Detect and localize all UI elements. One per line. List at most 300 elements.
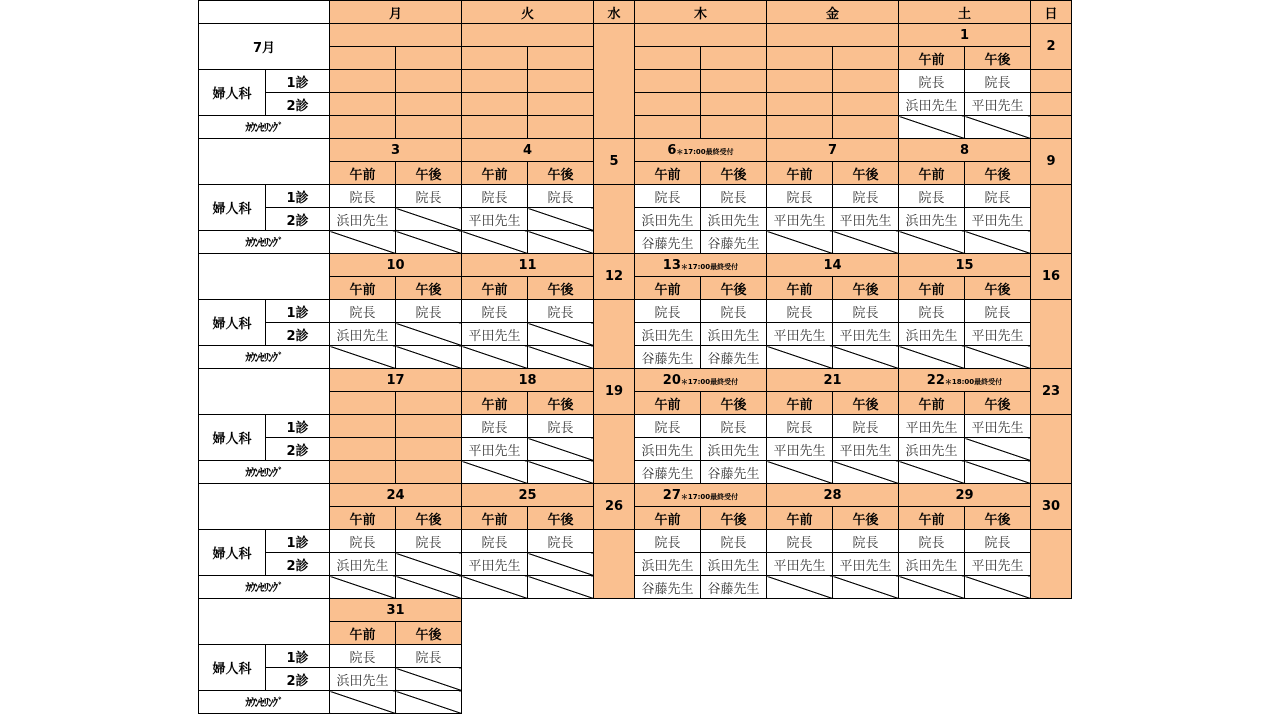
unavailable-cell — [330, 691, 396, 714]
doctor-cell: 院長 — [635, 185, 701, 208]
pm-label: 午後 — [965, 392, 1031, 415]
unavailable-cell — [528, 208, 594, 231]
clinic-label: 2診 — [266, 438, 330, 461]
empty-cell — [330, 392, 396, 415]
table-row — [199, 300, 1072, 323]
wed-column — [594, 300, 635, 369]
reception-note: ＊17:00最終受付 — [680, 492, 739, 501]
table-row — [199, 1, 1072, 24]
table-row — [199, 484, 1072, 507]
date-cell — [899, 254, 1031, 277]
am-label: 午前 — [330, 507, 396, 530]
unavailable-cell — [767, 461, 833, 484]
doctor-cell: 平田先生 — [965, 93, 1031, 116]
am-label: 午前 — [899, 392, 965, 415]
empty-cell — [396, 116, 462, 139]
pm-label: 午後 — [701, 392, 767, 415]
counseling-label: ｶｳﾝｾﾘﾝｸﾞ — [199, 576, 330, 599]
am-label: 午前 — [767, 507, 833, 530]
doctor-cell: 谷藤先生 — [701, 346, 767, 369]
doctor-cell: 院長 — [528, 185, 594, 208]
clinic-label: 2診 — [266, 668, 330, 691]
empty-cell — [767, 70, 833, 93]
wed-column — [594, 415, 635, 484]
table-row — [199, 323, 1072, 346]
doctor-cell: 院長 — [330, 185, 396, 208]
date-number: 11 — [518, 257, 537, 273]
clinic-label: 1診 — [266, 300, 330, 323]
empty-cell — [1031, 93, 1072, 116]
empty-cell — [330, 461, 396, 484]
doctor-cell: 院長 — [462, 300, 528, 323]
empty-cell — [462, 70, 528, 93]
pm-label: 午後 — [396, 507, 462, 530]
doctor-cell: 平田先生 — [767, 438, 833, 461]
unavailable-cell — [528, 553, 594, 576]
empty-label-cell — [199, 369, 330, 415]
doctor-cell: 院長 — [330, 530, 396, 553]
doctor-cell: 谷藤先生 — [635, 461, 701, 484]
date-cell — [899, 484, 1031, 507]
empty-cell — [635, 47, 701, 70]
doctor-cell: 浜田先生 — [635, 438, 701, 461]
date-cell — [767, 254, 899, 277]
day-sat-header: 土 — [899, 1, 1031, 24]
table-row — [199, 24, 1072, 47]
unavailable-cell — [462, 231, 528, 254]
empty-cell — [635, 116, 701, 139]
dept-label: 婦人科 — [199, 300, 266, 346]
empty-cell — [396, 93, 462, 116]
day-fri-header: 金 — [767, 1, 899, 24]
date-number: 18 — [518, 372, 537, 388]
empty-cell — [528, 47, 594, 70]
date-number: 21 — [823, 372, 842, 388]
empty-cell — [396, 392, 462, 415]
wed-date: 26 — [594, 484, 635, 530]
pm-label: 午後 — [396, 162, 462, 185]
am-label: 午前 — [635, 162, 701, 185]
empty-cell — [635, 70, 701, 93]
clinic-label: 2診 — [266, 208, 330, 231]
empty-cell — [833, 47, 899, 70]
date-number: 8 — [959, 142, 970, 158]
unavailable-cell — [833, 576, 899, 599]
dept-label: 婦人科 — [199, 415, 266, 461]
empty-label-cell — [199, 484, 330, 530]
pm-label: 午後 — [396, 622, 462, 645]
doctor-cell: 院長 — [899, 185, 965, 208]
date-number: 4 — [522, 142, 533, 158]
unavailable-cell — [396, 553, 462, 576]
unavailable-cell — [528, 346, 594, 369]
am-label: 午前 — [767, 392, 833, 415]
empty-cell — [462, 24, 594, 47]
doctor-cell: 院長 — [899, 530, 965, 553]
unavailable-cell — [767, 346, 833, 369]
sun-date: 16 — [1031, 254, 1072, 300]
unavailable-cell — [899, 346, 965, 369]
sun-column — [1031, 530, 1072, 599]
doctor-cell: 院長 — [899, 70, 965, 93]
doctor-cell: 院長 — [635, 300, 701, 323]
doctor-cell: 平田先生 — [965, 415, 1031, 438]
am-label: 午前 — [767, 162, 833, 185]
table-row — [199, 208, 1072, 231]
reception-note: ＊17:00最終受付 — [676, 147, 734, 156]
pm-label: 午後 — [701, 507, 767, 530]
pm-label: 午後 — [965, 47, 1031, 70]
doctor-cell: 院長 — [396, 185, 462, 208]
table-row — [199, 162, 1072, 185]
unavailable-cell — [330, 346, 396, 369]
table-row — [199, 507, 1072, 530]
doctor-cell: 院長 — [833, 185, 899, 208]
date-number: 25 — [518, 487, 537, 503]
sun-column — [1031, 415, 1072, 484]
empty-cell — [701, 93, 767, 116]
unavailable-cell — [330, 231, 396, 254]
doctor-cell: 平田先生 — [899, 415, 965, 438]
empty-cell — [330, 93, 396, 116]
date-number: 10 — [386, 257, 405, 273]
unavailable-cell — [767, 576, 833, 599]
am-label: 午前 — [462, 392, 528, 415]
date-cell — [899, 369, 1031, 392]
reception-note: ＊17:00最終受付 — [680, 377, 739, 386]
unavailable-cell — [330, 576, 396, 599]
empty-cell — [701, 47, 767, 70]
doctor-cell: 平田先生 — [965, 323, 1031, 346]
unavailable-cell — [528, 323, 594, 346]
empty-cell — [1031, 70, 1072, 93]
doctor-cell: 平田先生 — [833, 438, 899, 461]
pm-label: 午後 — [833, 277, 899, 300]
clinic-label: 1診 — [266, 530, 330, 553]
doctor-cell: 谷藤先生 — [701, 461, 767, 484]
doctor-cell: 平田先生 — [833, 208, 899, 231]
empty-cell — [767, 116, 833, 139]
date-cell — [462, 139, 594, 162]
am-label: 午前 — [330, 162, 396, 185]
date-cell — [767, 369, 899, 392]
date-cell — [899, 139, 1031, 162]
pm-label: 午後 — [833, 507, 899, 530]
counseling-label: ｶｳﾝｾﾘﾝｸﾞ — [199, 116, 330, 139]
doctor-cell: 院長 — [767, 185, 833, 208]
doctor-cell: 浜田先生 — [701, 438, 767, 461]
am-label: 午前 — [462, 162, 528, 185]
am-label: 午前 — [767, 277, 833, 300]
unavailable-cell — [833, 231, 899, 254]
unavailable-cell — [965, 438, 1031, 461]
date-number: 7 — [827, 142, 838, 158]
doctor-cell: 平田先生 — [833, 323, 899, 346]
doctor-cell: 院長 — [899, 300, 965, 323]
date-number: 29 — [955, 487, 974, 503]
unavailable-cell — [767, 231, 833, 254]
doctor-cell: 平田先生 — [462, 208, 528, 231]
am-label: 午前 — [330, 277, 396, 300]
table-row — [199, 553, 1072, 576]
doctor-cell: 院長 — [767, 415, 833, 438]
date-cell — [635, 484, 767, 507]
empty-cell — [330, 47, 396, 70]
unavailable-cell — [899, 231, 965, 254]
blank-area — [462, 599, 1072, 714]
unavailable-cell — [396, 576, 462, 599]
unavailable-cell — [528, 576, 594, 599]
sun-date: 2 — [1031, 24, 1072, 70]
empty-cell — [767, 47, 833, 70]
unavailable-cell — [396, 691, 462, 714]
clinic-label: 1診 — [266, 185, 330, 208]
empty-cell — [1031, 116, 1072, 139]
doctor-cell: 院長 — [965, 185, 1031, 208]
empty-cell — [635, 24, 767, 47]
doctor-cell: 院長 — [635, 415, 701, 438]
doctor-cell: 平田先生 — [767, 208, 833, 231]
sun-column — [1031, 185, 1072, 254]
date-number: 20 — [662, 372, 681, 388]
doctor-cell: 平田先生 — [462, 438, 528, 461]
empty-cell — [833, 70, 899, 93]
date-cell — [767, 139, 899, 162]
empty-cell — [635, 93, 701, 116]
doctor-cell: 浜田先生 — [701, 323, 767, 346]
table-row — [199, 415, 1072, 438]
empty-cell — [330, 438, 396, 461]
am-label: 午前 — [899, 162, 965, 185]
table-row — [199, 438, 1072, 461]
pm-label: 午後 — [528, 162, 594, 185]
date-cell — [330, 599, 462, 622]
doctor-cell: 院長 — [396, 645, 462, 668]
doctor-cell: 谷藤先生 — [635, 576, 701, 599]
pm-label: 午後 — [701, 277, 767, 300]
doctor-cell: 平田先生 — [767, 323, 833, 346]
unavailable-cell — [965, 116, 1031, 139]
am-label: 午前 — [635, 277, 701, 300]
date-cell — [330, 254, 462, 277]
clinic-label: 2診 — [266, 93, 330, 116]
date-number: 31 — [386, 602, 405, 618]
clinic-label: 2診 — [266, 323, 330, 346]
table-row — [199, 599, 1072, 622]
table-row — [199, 576, 1072, 599]
doctor-cell: 谷藤先生 — [635, 231, 701, 254]
pm-label: 午後 — [528, 507, 594, 530]
doctor-cell: 院長 — [767, 300, 833, 323]
unavailable-cell — [965, 231, 1031, 254]
table-row — [199, 461, 1072, 484]
clinic-label: 1診 — [266, 415, 330, 438]
table-row — [199, 530, 1072, 553]
empty-cell — [528, 70, 594, 93]
sun-date: 9 — [1031, 139, 1072, 185]
doctor-cell: 浜田先生 — [899, 438, 965, 461]
date-number: 13 — [662, 257, 681, 273]
clinic-label: 2診 — [266, 553, 330, 576]
pm-label: 午後 — [833, 392, 899, 415]
doctor-cell: 院長 — [701, 415, 767, 438]
date-cell — [462, 484, 594, 507]
table-row — [199, 346, 1072, 369]
empty-cell — [833, 93, 899, 116]
doctor-cell: 院長 — [833, 300, 899, 323]
day-sun-header: 日 — [1031, 1, 1072, 24]
table-row — [199, 93, 1072, 116]
doctor-cell: 平田先生 — [767, 553, 833, 576]
table-row — [199, 185, 1072, 208]
table-row — [199, 392, 1072, 415]
unavailable-cell — [833, 461, 899, 484]
doctor-cell: 平田先生 — [462, 553, 528, 576]
date-cell — [899, 24, 1031, 47]
doctor-cell: 院長 — [528, 300, 594, 323]
doctor-cell: 浜田先生 — [701, 553, 767, 576]
doctor-cell: 院長 — [462, 530, 528, 553]
pm-label: 午後 — [833, 162, 899, 185]
doctor-cell: 浜田先生 — [330, 668, 396, 691]
empty-cell — [330, 415, 396, 438]
sun-column — [1031, 300, 1072, 369]
doctor-cell: 浜田先生 — [330, 553, 396, 576]
doctor-cell: 院長 — [396, 300, 462, 323]
dept-label: 婦人科 — [199, 70, 266, 116]
date-number: 6 — [667, 142, 677, 158]
schedule-calendar — [198, 0, 1072, 714]
unavailable-cell — [833, 346, 899, 369]
am-label: 午前 — [635, 507, 701, 530]
doctor-cell: 院長 — [701, 530, 767, 553]
am-label: 午前 — [899, 277, 965, 300]
pm-label: 午後 — [965, 507, 1031, 530]
empty-cell — [462, 47, 528, 70]
day-tue-header: 火 — [462, 1, 594, 24]
empty-label-cell — [199, 599, 330, 645]
date-number: 14 — [823, 257, 842, 273]
unavailable-cell — [965, 576, 1031, 599]
date-cell — [330, 369, 462, 392]
doctor-cell: 院長 — [701, 185, 767, 208]
unavailable-cell — [899, 461, 965, 484]
doctor-cell: 院長 — [833, 415, 899, 438]
empty-label-cell — [199, 254, 330, 300]
counseling-label: ｶｳﾝｾﾘﾝｸﾞ — [199, 691, 330, 714]
date-number: 15 — [955, 257, 974, 273]
dept-label: 婦人科 — [199, 185, 266, 231]
table-row — [199, 369, 1072, 392]
empty-cell — [330, 116, 396, 139]
pm-label: 午後 — [701, 162, 767, 185]
schedule-table — [198, 0, 1072, 714]
doctor-cell: 浜田先生 — [330, 208, 396, 231]
wed-column — [594, 185, 635, 254]
am-label: 午前 — [899, 47, 965, 70]
empty-cell — [528, 93, 594, 116]
am-label: 午前 — [462, 277, 528, 300]
date-cell — [462, 254, 594, 277]
empty-cell — [462, 116, 528, 139]
table-row — [199, 70, 1072, 93]
am-label: 午前 — [330, 622, 396, 645]
month-label: 7月 — [199, 24, 330, 70]
am-label: 午前 — [462, 507, 528, 530]
doctor-cell: 院長 — [635, 530, 701, 553]
sun-date: 30 — [1031, 484, 1072, 530]
empty-cell — [833, 116, 899, 139]
unavailable-cell — [396, 208, 462, 231]
date-cell — [635, 139, 767, 162]
empty-cell — [396, 70, 462, 93]
doctor-cell: 院長 — [462, 185, 528, 208]
wed-date: 5 — [594, 139, 635, 185]
date-cell — [330, 139, 462, 162]
empty-cell — [396, 47, 462, 70]
doctor-cell: 浜田先生 — [899, 208, 965, 231]
counseling-label: ｶｳﾝｾﾘﾝｸﾞ — [199, 231, 330, 254]
unavailable-cell — [462, 346, 528, 369]
empty-cell — [396, 415, 462, 438]
unavailable-cell — [899, 576, 965, 599]
table-row — [199, 47, 1072, 70]
doctor-cell: 院長 — [965, 300, 1031, 323]
empty-cell — [767, 93, 833, 116]
doctor-cell: 浜田先生 — [635, 208, 701, 231]
unavailable-cell — [965, 461, 1031, 484]
table-row — [199, 116, 1072, 139]
doctor-cell: 浜田先生 — [899, 93, 965, 116]
day-mon-header: 月 — [330, 1, 462, 24]
date-number: 1 — [959, 27, 970, 43]
dept-label: 婦人科 — [199, 530, 266, 576]
date-number: 28 — [823, 487, 842, 503]
am-label: 午前 — [635, 392, 701, 415]
unavailable-cell — [899, 116, 965, 139]
table-row — [199, 139, 1072, 162]
pm-label: 午後 — [396, 277, 462, 300]
doctor-cell: 院長 — [701, 300, 767, 323]
date-number: 17 — [386, 372, 405, 388]
empty-cell — [528, 116, 594, 139]
doctor-cell: 院長 — [462, 415, 528, 438]
wed-column — [594, 24, 635, 139]
clinic-label: 1診 — [266, 645, 330, 668]
date-cell — [635, 369, 767, 392]
pm-label: 午後 — [528, 392, 594, 415]
empty-cell — [396, 461, 462, 484]
unavailable-cell — [965, 346, 1031, 369]
unavailable-cell — [462, 576, 528, 599]
doctor-cell: 平田先生 — [462, 323, 528, 346]
reception-note: ＊17:00最終受付 — [680, 262, 739, 271]
doctor-cell: 平田先生 — [965, 208, 1031, 231]
doctor-cell: 浜田先生 — [635, 553, 701, 576]
date-number: 3 — [390, 142, 401, 158]
empty-cell — [462, 93, 528, 116]
unavailable-cell — [396, 231, 462, 254]
wed-column — [594, 530, 635, 599]
clinic-label: 1診 — [266, 70, 330, 93]
doctor-cell: 院長 — [396, 530, 462, 553]
wed-date: 12 — [594, 254, 635, 300]
table-row — [199, 277, 1072, 300]
doctor-cell: 谷藤先生 — [635, 346, 701, 369]
unavailable-cell — [396, 323, 462, 346]
sun-date: 23 — [1031, 369, 1072, 415]
empty-cell — [396, 438, 462, 461]
